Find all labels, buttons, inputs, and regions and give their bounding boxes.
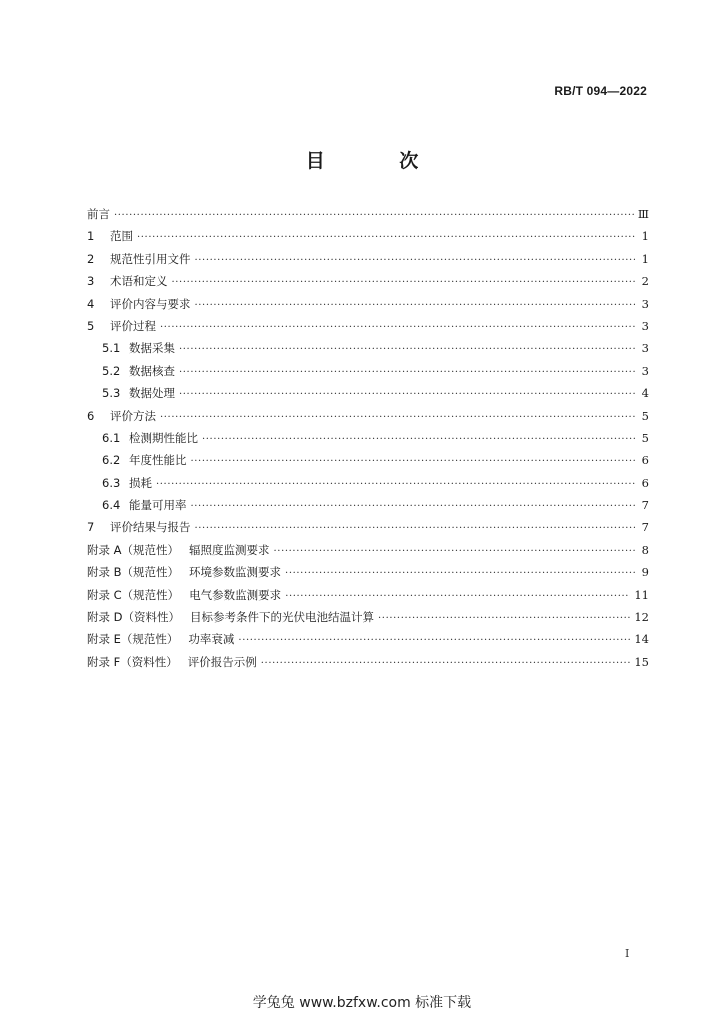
dot-leader <box>195 250 636 272</box>
toc-entry-number: 1 <box>87 229 95 244</box>
toc-entry-page: 5 <box>641 430 649 445</box>
toc-entry-label: 能量可用率 <box>129 498 187 513</box>
toc-entry-page: 4 <box>641 386 649 401</box>
toc-entry[interactable] <box>87 203 649 225</box>
toc-entry[interactable] <box>87 248 649 270</box>
standard-code: RB/T 094—2022 <box>554 84 647 98</box>
toc-entry[interactable] <box>87 382 649 404</box>
dot-leader <box>179 384 635 406</box>
toc-entry-label: 附录 B（规范性） <box>87 565 180 580</box>
toc-entry-page: 3 <box>641 363 649 378</box>
toc-entry-label: 评价过程 <box>110 318 156 333</box>
toc-entry[interactable] <box>87 449 649 471</box>
toc-entry-number: 6.2 <box>102 453 121 468</box>
annex-title: 电气参数监测要求 <box>189 587 282 602</box>
annex-title: 辐照度监测要求 <box>189 542 270 557</box>
dot-leader <box>160 407 635 429</box>
annex-title: 评价报告示例 <box>187 654 257 669</box>
toc-entry-label: 附录 C（规范性） <box>87 587 180 602</box>
toc-entry-page: 14 <box>634 632 649 647</box>
toc-entry-label: 评价内容与要求 <box>110 296 191 311</box>
toc-entry-page: 11 <box>634 587 649 602</box>
toc-annex-entry[interactable] <box>87 606 649 628</box>
toc-entry-page: 3 <box>641 341 649 356</box>
toc-title: 目 次 <box>305 150 453 172</box>
dot-leader <box>160 317 635 339</box>
toc-entry-number: 5.2 <box>102 363 121 378</box>
toc-entry-label: 术语和定义 <box>110 274 168 289</box>
toc-annex-entry[interactable] <box>87 561 649 583</box>
toc-entry-number: 5.1 <box>102 341 121 356</box>
dot-leader <box>274 541 635 563</box>
toc-entry-label: 附录 D（资料性） <box>87 610 181 625</box>
dot-leader <box>261 653 631 675</box>
toc-entry-label: 前言 <box>87 207 110 221</box>
toc-entry-number: 6.3 <box>102 475 121 490</box>
toc-entry[interactable] <box>87 225 649 247</box>
toc-entry-label: 附录 F（资料性） <box>87 654 178 669</box>
toc-entry-label: 附录 A（规范性） <box>87 542 180 557</box>
toc-entry-label: 附录 E（规范性） <box>87 632 179 647</box>
toc-entry-label: 检测期性能比 <box>129 430 198 445</box>
toc-entry[interactable] <box>87 315 649 337</box>
dot-leader <box>202 429 635 451</box>
dot-leader <box>179 339 635 361</box>
annex-title: 功率衰减 <box>188 632 235 647</box>
toc-entry-page: 6 <box>641 453 649 468</box>
dot-leader <box>238 630 630 652</box>
toc-entry[interactable] <box>87 516 649 538</box>
dot-leader <box>114 205 634 227</box>
dot-leader <box>378 608 630 630</box>
dot-leader <box>172 272 636 294</box>
toc-entry-number: 2 <box>87 251 95 266</box>
annex-title: 环境参数监测要求 <box>189 565 282 580</box>
toc-entry-page: 5 <box>641 408 649 423</box>
toc-entry-page: 1 <box>641 251 649 266</box>
toc-annex-entry[interactable] <box>87 628 649 650</box>
toc-entry-number: 3 <box>87 274 95 289</box>
dot-leader <box>137 227 635 249</box>
dot-leader <box>195 295 636 317</box>
toc-entry-page: 12 <box>634 610 649 625</box>
toc-entry[interactable] <box>87 405 649 427</box>
dot-leader <box>156 474 635 496</box>
toc-entry-label: 范围 <box>110 229 133 244</box>
toc-entry-page: 7 <box>641 520 649 535</box>
dot-leader <box>191 496 636 518</box>
dot-leader <box>285 563 635 585</box>
toc-entry-page: 7 <box>641 498 649 513</box>
toc-entry-page: 3 <box>641 296 649 311</box>
toc-annex-entry[interactable] <box>87 651 649 673</box>
toc-entry-page: 15 <box>634 654 649 669</box>
toc-entry-label: 评价结果与报告 <box>110 520 191 535</box>
toc-entry-number: 4 <box>87 296 95 311</box>
toc-entry-page: 1 <box>641 229 649 244</box>
toc-entry-page: 6 <box>641 475 649 490</box>
toc-entry-number: 7 <box>87 520 95 535</box>
toc-annex-entry[interactable] <box>87 539 649 561</box>
annex-title: 目标参考条件下的光伏电池结温计算 <box>190 610 375 625</box>
toc-entry-label: 年度性能比 <box>129 453 187 468</box>
watermark-text: 学兔兔 www.bzfxw.com 标准下载 <box>252 995 472 1011</box>
toc-annex-entry[interactable] <box>87 584 649 606</box>
toc-entry-label: 数据核查 <box>129 363 175 378</box>
page-number: I <box>625 947 630 960</box>
toc-entry-label: 数据采集 <box>129 341 175 356</box>
toc-entry-page: 3 <box>641 318 649 333</box>
toc-entry-number: 6 <box>87 408 95 423</box>
toc-entry-page: 9 <box>641 565 649 580</box>
toc-entry[interactable] <box>87 427 649 449</box>
table-of-contents <box>87 203 649 673</box>
dot-leader <box>179 362 635 384</box>
toc-entry-number: 6.1 <box>102 430 121 445</box>
dot-leader <box>195 518 636 540</box>
toc-entry[interactable] <box>87 472 649 494</box>
toc-entry-page: Ⅲ <box>637 207 649 221</box>
toc-entry-number: 5.3 <box>102 386 121 401</box>
toc-entry-number: 6.4 <box>102 498 121 513</box>
toc-entry[interactable] <box>87 494 649 516</box>
toc-entry-page: 8 <box>641 542 649 557</box>
toc-entry[interactable] <box>87 360 649 382</box>
toc-entry[interactable] <box>87 293 649 315</box>
toc-entry-page: 2 <box>641 274 649 289</box>
toc-entry-label: 评价方法 <box>110 408 156 423</box>
toc-entry-label: 数据处理 <box>129 386 175 401</box>
toc-entry[interactable] <box>87 337 649 359</box>
dot-leader <box>285 586 630 608</box>
dot-leader <box>191 451 636 473</box>
toc-entry-number: 5 <box>87 318 95 333</box>
toc-entry[interactable] <box>87 270 649 292</box>
toc-entry-label: 规范性引用文件 <box>110 251 191 266</box>
toc-entry-label: 损耗 <box>129 475 152 490</box>
